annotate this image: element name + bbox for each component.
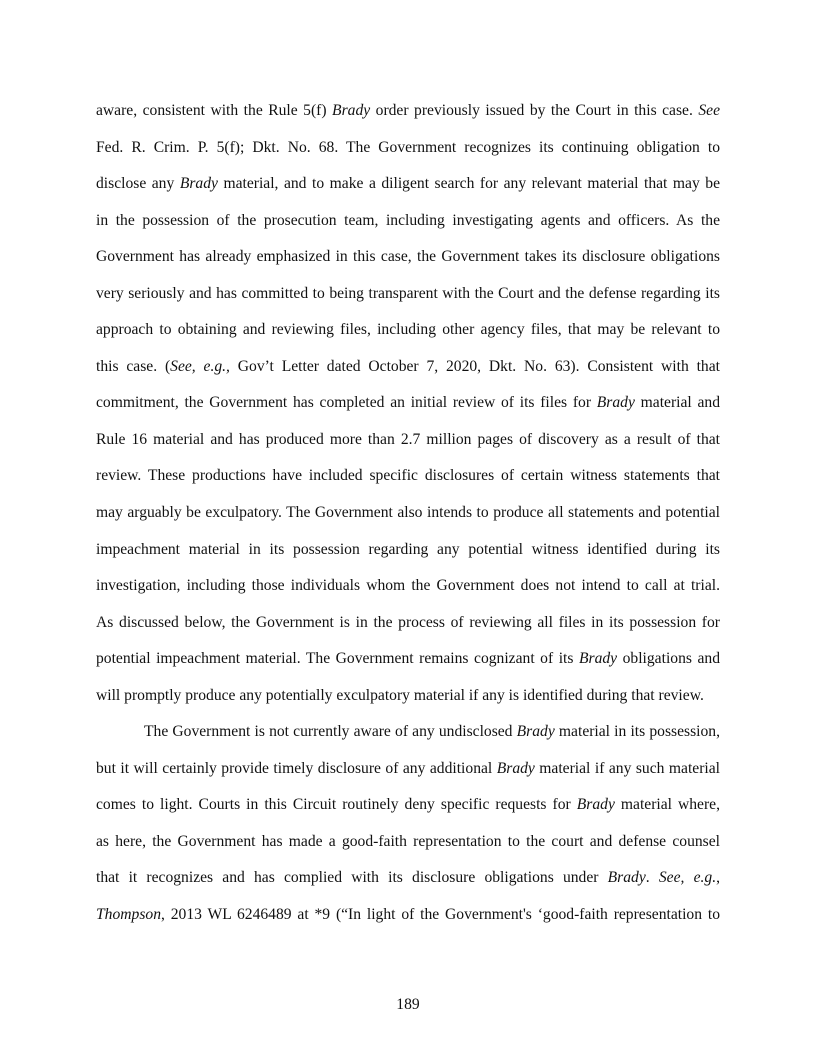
text-line xyxy=(96,897,720,934)
text-run: Rule 16 material and has produced more than 2.7 million pages of discovery as a result of that xyxy=(96,430,720,448)
text-line xyxy=(96,787,720,824)
text-run: , 2013 WL 6246489 at *9 (“In light of the Government's ‘good-faith representation to xyxy=(161,906,720,924)
text-run: Fed. R. Crim. P. 5(f); Dkt. No. 68. The Government recognizes its continuing obligation to xyxy=(96,138,720,156)
italic-text: Brady xyxy=(578,650,618,668)
text-line xyxy=(96,532,720,569)
text-line xyxy=(96,422,720,459)
italic-text: Brady xyxy=(496,759,535,777)
text-run: but it will certainly provide timely disclosure of any additional xyxy=(96,759,497,777)
text-run: commitment, the Government has completed an initial review of its files for xyxy=(96,394,597,412)
italic-text: Brady xyxy=(516,723,555,741)
text-run: as here, the Government has made a good-faith representation to the court and defense counsel xyxy=(96,832,720,850)
text-line xyxy=(96,495,720,532)
text-line xyxy=(96,824,720,861)
text-line xyxy=(96,239,720,276)
text-run: material where, xyxy=(614,796,720,814)
text-line xyxy=(96,751,720,788)
text-run: material if any such material xyxy=(534,759,720,777)
text-run: comes to light. Courts in this Circuit routinely deny specific requests for xyxy=(96,796,577,814)
text-line xyxy=(96,678,720,715)
text-line xyxy=(96,93,720,130)
text-run: The Government is not currently aware of any undisclosed xyxy=(144,723,517,741)
text-run: order previously issued by the Court in this case. xyxy=(370,102,699,119)
text-run: , xyxy=(716,869,721,887)
text-line xyxy=(96,276,720,313)
italic-text: Brady xyxy=(576,796,615,814)
italic-text: Brady xyxy=(179,175,218,193)
text-line xyxy=(96,385,720,422)
text-run: As discussed below, the Government is in the process of reviewing all files in its possession for xyxy=(96,613,720,631)
text-run: material in its possession, xyxy=(554,723,720,741)
italic-text: Thompson xyxy=(96,906,161,924)
text-line xyxy=(96,349,720,386)
italic-text: Brady xyxy=(607,869,646,887)
text-run: investigation, including those individuals whom the Government does not intend to call at trial. xyxy=(96,577,720,595)
text-run: material, and to make a diligent search for any relevant material that may be xyxy=(217,175,720,193)
text-run: aware, consistent with the Rule 5(f) xyxy=(96,102,333,119)
text-run: impeachment material in its possession regarding any potential witness identified during its xyxy=(96,540,720,558)
text-run: that it recognizes and has complied with its disclosure obligations under xyxy=(96,869,608,887)
text-line xyxy=(96,130,720,167)
text-run: very seriously and has committed to being transparent with the Court and the defense regarding its xyxy=(96,284,720,302)
text-line xyxy=(96,860,720,897)
body-text xyxy=(96,93,720,934)
italic-text: See, e.g., xyxy=(170,357,230,375)
text-run: . xyxy=(645,869,659,887)
text-run: potential impeachment material. The Government remains cognizant of its xyxy=(96,650,579,668)
italic-text: See xyxy=(698,102,720,119)
page-number: 189 xyxy=(396,996,420,1013)
text-line xyxy=(96,714,720,751)
text-run: disclose any xyxy=(96,175,180,193)
text-run: Government has already emphasized in this case, the Government takes its disclosure obligations xyxy=(96,248,720,266)
text-run: Gov’t Letter dated October 7, 2020, Dkt. No. 63). Consistent with that xyxy=(229,357,720,375)
text-line xyxy=(96,203,720,240)
text-line xyxy=(96,605,720,642)
italic-text: Brady xyxy=(332,102,371,119)
text-run: may arguably be exculpatory. The Government also intends to produce all statements and potential xyxy=(96,504,720,522)
text-line xyxy=(96,166,720,203)
text-run: review. These productions have included specific disclosures of certain witness statements that xyxy=(96,467,720,485)
text-line xyxy=(96,568,720,605)
text-line xyxy=(96,458,720,495)
text-run: obligations and xyxy=(617,650,720,668)
italic-text: Brady xyxy=(596,394,635,412)
text-line xyxy=(96,312,720,349)
text-line xyxy=(96,641,720,678)
text-run: material and xyxy=(634,394,720,412)
text-run: approach to obtaining and reviewing files, including other agency files, that may be relevant to xyxy=(96,321,720,339)
text-run: in the possession of the prosecution team, including investigating agents and officers. As the xyxy=(96,211,720,229)
italic-text: See, e.g. xyxy=(658,869,717,887)
text-run: will promptly produce any potentially exculpatory material if any is identified during that review. xyxy=(96,686,704,704)
text-run: this case. ( xyxy=(96,357,171,375)
